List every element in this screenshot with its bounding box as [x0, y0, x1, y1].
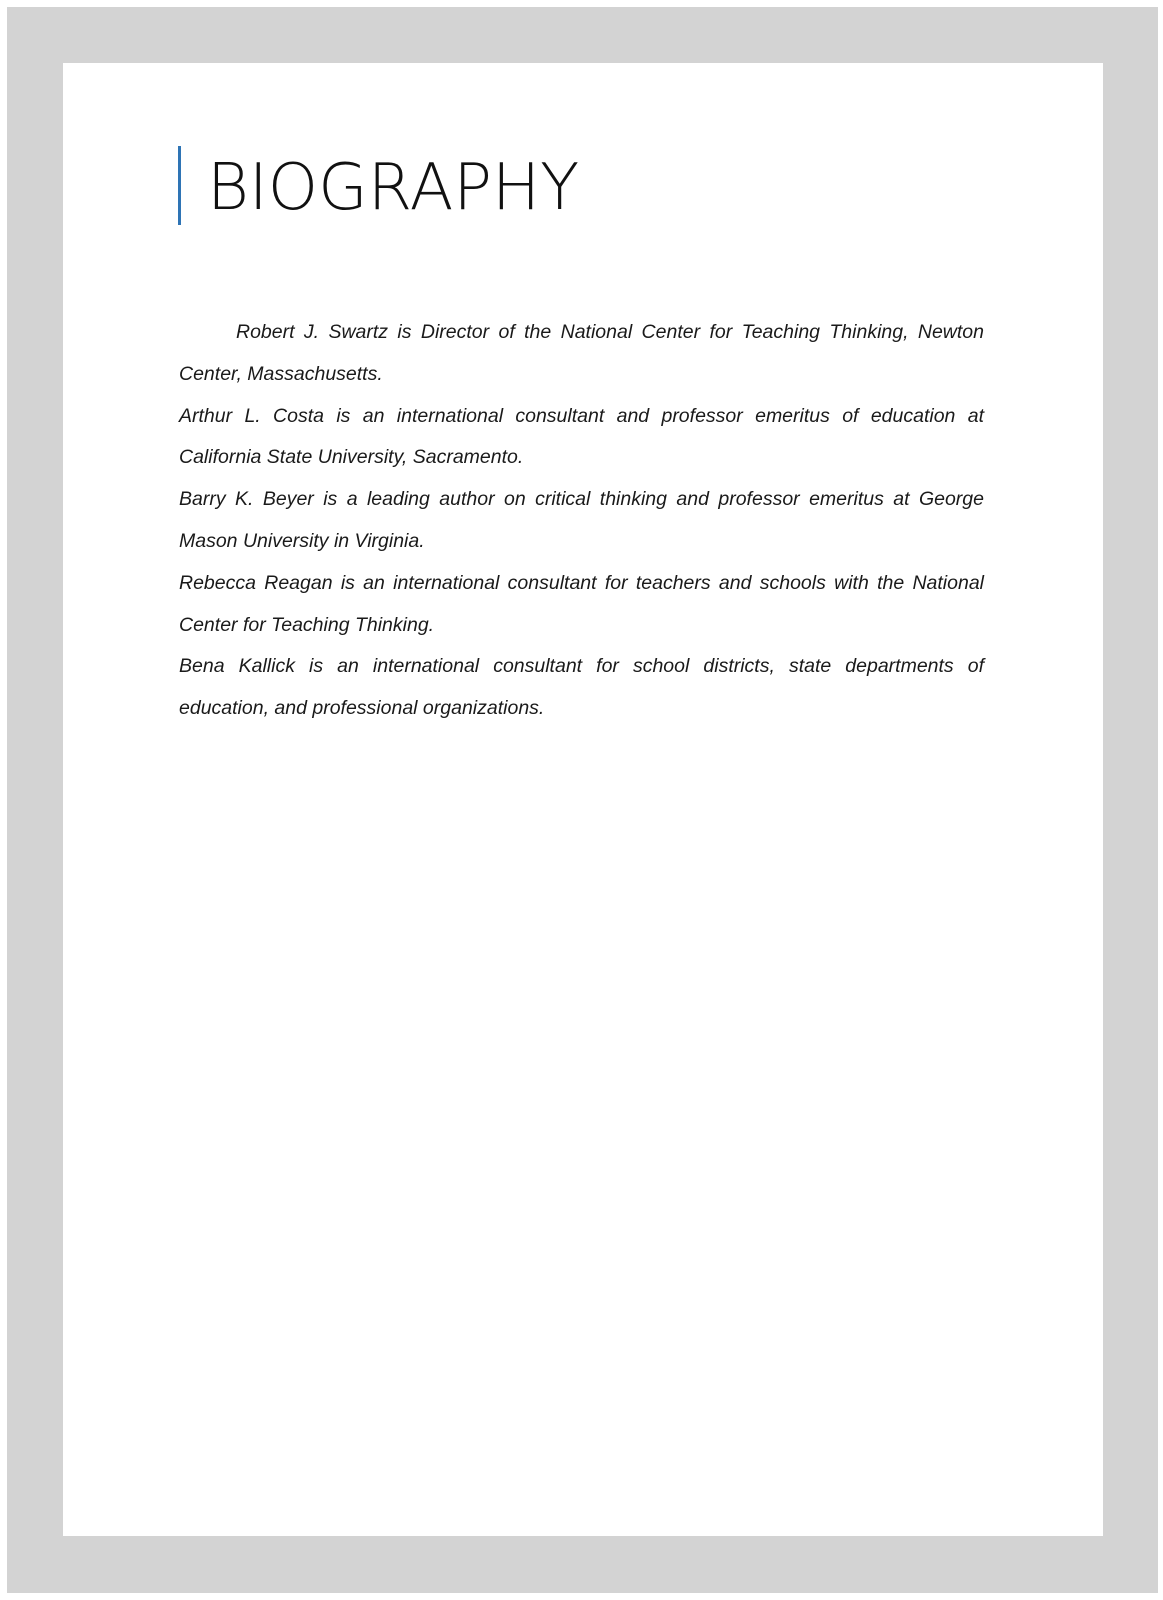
bio-paragraph: Robert J. Swartz is Director of the National Center for Teaching Thinking, Newton Center, Massachusetts. [179, 321, 984, 385]
page-title: BIOGRAPHY [207, 151, 580, 225]
biography-text [179, 312, 984, 730]
bio-paragraph: Barry K. Beyer is a leading author on critical thinking and professor emeritus at George Mason University in Virginia. [179, 488, 984, 552]
document-page [63, 63, 1103, 1536]
bio-paragraph: Rebecca Reagan is an international consultant for teachers and schools with the National Center for Teaching Thinking. [179, 571, 984, 636]
bio-paragraph: Bena Kallick is an international consultant for school districts, state departments of education, and professional organizations. [179, 655, 984, 720]
title-accent-bar [178, 146, 181, 225]
bio-paragraph: Arthur L. Costa is an international consultant and professor emeritus of education at California State University, Sacramento. [179, 404, 984, 469]
